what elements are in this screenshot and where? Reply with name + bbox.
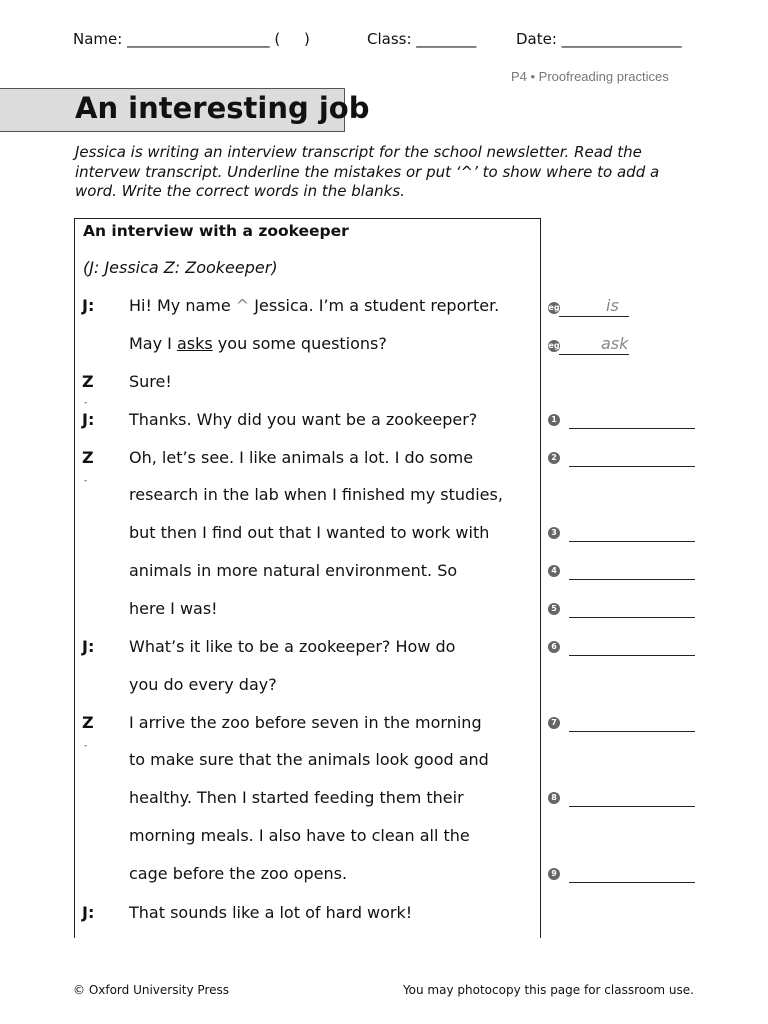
example-answer: ask	[601, 334, 629, 353]
transcript-heading: An interview with a zookeeper	[83, 222, 349, 240]
transcript-line: cage before the zoo opens.	[129, 864, 348, 883]
transcript-line: I arrive the zoo before seven in the morning	[129, 713, 482, 732]
speaker-label: J:	[82, 296, 95, 315]
example-line-2-before: May I	[129, 334, 177, 353]
transcript-line: Sure!	[129, 372, 172, 391]
transcript-line: morning meals. I also have to clean all the	[129, 826, 470, 845]
transcript-line: animals in more natural environment. So	[129, 561, 458, 580]
speaker-dash: -	[84, 398, 88, 408]
answer-blank-6[interactable]	[569, 637, 695, 656]
example-line-2	[129, 334, 387, 354]
answer-blank-7[interactable]	[569, 713, 695, 732]
underlined-mistake: asks	[176, 334, 213, 353]
answer-blank-2[interactable]	[569, 448, 695, 467]
speaker-dash: -	[84, 476, 88, 486]
example-line-1-after: Jessica. I’m a student reporter.	[249, 296, 500, 315]
question-number-5-icon: 5	[548, 603, 560, 615]
caret-mark: ^	[235, 296, 250, 315]
example-line-1	[129, 296, 499, 316]
speaker-label: Z	[82, 713, 94, 732]
question-number-8-icon: 8	[548, 792, 560, 804]
transcript-line: That sounds like a lot of hard work!	[129, 903, 413, 922]
question-number-2-icon: 2	[548, 452, 560, 464]
answer-blank-8[interactable]	[569, 788, 695, 807]
transcript-line: research in the lab when I finished my studies,	[129, 485, 503, 504]
answer-blank-3[interactable]	[569, 523, 695, 542]
speaker-dash: -	[84, 741, 88, 751]
answer-blank-1[interactable]	[569, 410, 695, 429]
question-number-3-icon: 3	[548, 527, 560, 539]
speaker-label: Z	[82, 372, 94, 391]
speaker-label: Z	[82, 448, 94, 467]
answer-blank-9[interactable]	[569, 864, 695, 883]
transcript-line: healthy. Then I started feeding them their	[129, 788, 464, 807]
transcript-line: What’s it like to be a zookeeper? How do	[129, 637, 456, 656]
question-number-9-icon: 9	[548, 868, 560, 880]
transcript-line: here I was!	[129, 599, 218, 618]
answer-blank-5[interactable]	[569, 599, 695, 618]
worksheet-subtitle: P4 • Proofreading practices	[511, 69, 669, 84]
question-number-7-icon: 7	[548, 717, 560, 729]
name-field-label: Name: ___________________ ( )	[73, 30, 310, 48]
example-answer: is	[606, 296, 619, 315]
transcript-line: you do every day?	[129, 675, 277, 694]
speaker-label: J:	[82, 637, 95, 656]
page-title: An interesting job	[75, 91, 370, 125]
class-field-label: Class: ________	[367, 30, 477, 48]
transcript-line: Thanks. Why did you want be a zookeeper?	[129, 410, 478, 429]
copyright-footer: © Oxford University Press	[73, 983, 230, 997]
example-marker-icon: eg	[548, 341, 560, 350]
example-line-1-before: Hi! My name	[129, 296, 236, 315]
answer-blank-4[interactable]	[569, 561, 695, 580]
instructions: Jessica is writing an interview transcript for the school newsletter. Read the intervew transcript. Underline the mistakes or put ‘^’ to show where to add a word. Write the correct words in the blanks.	[75, 143, 660, 200]
speakers-note: (J: Jessica Z: Zookeeper)	[83, 258, 278, 277]
question-number-4-icon: 4	[548, 565, 560, 577]
transcript-line: but then I find out that I wanted to work with	[129, 523, 490, 542]
example-marker-icon: eg	[548, 303, 560, 312]
speaker-label: J:	[82, 903, 95, 922]
date-field-label: Date: ________________	[516, 30, 682, 48]
speaker-label: J:	[82, 410, 95, 429]
question-number-6-icon: 6	[548, 641, 560, 653]
photocopy-note: You may photocopy this page for classroom use.	[402, 983, 694, 997]
transcript-line: to make sure that the animals look good and	[129, 750, 489, 769]
example-line-2-after: you some questions?	[212, 334, 387, 353]
transcript-line: Oh, let’s see. I like animals a lot. I do some	[129, 448, 474, 467]
question-number-1-icon: 1	[548, 414, 560, 426]
